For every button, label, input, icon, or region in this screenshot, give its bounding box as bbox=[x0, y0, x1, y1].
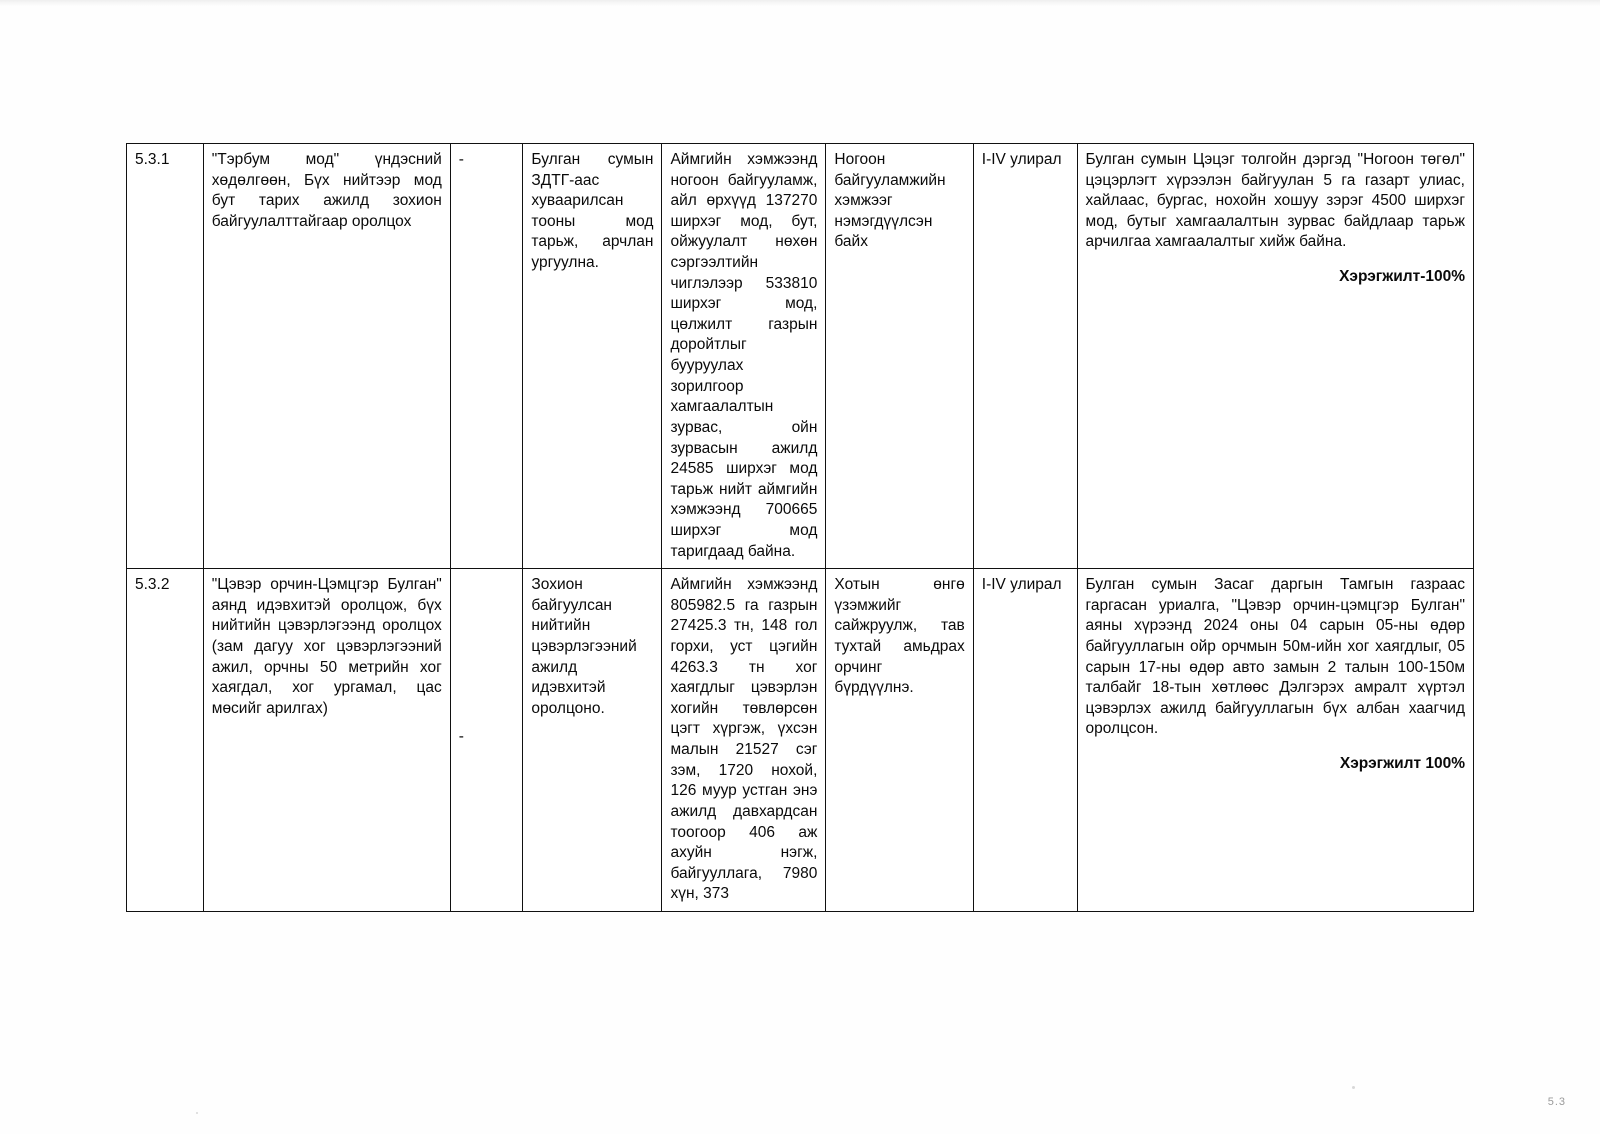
scan-speck bbox=[196, 1112, 198, 1114]
table-row bbox=[127, 144, 1474, 569]
row-measure: Аймгийн хэмжээнд ногоон байгууламж, айл өрхүүд 137270 ширхэг мод, бут, ойжуулалт нөхөн сэргээлтийн чиглэлээр 533810 ширхэг мод, цөлжилт газрын доройтлыг бууруулах зорилгоор хамгаалалтын зурвас, ойн зурвасын ажилд 24585 ширхэг мод тарьж нийт аймгийн хэмжээнд 700665 ширхэг мод таригдаад байна. bbox=[662, 144, 826, 569]
plan-report-table-container bbox=[126, 143, 1474, 912]
row-task: "Цэвэр орчин-Цэмцгэр Булган" аянд идэвхитэй оролцож, бүх нийтийн цэвэрлэгээнд оролцох (зам дагуу хог цэвэрлэгээний ажил, орчны 50 метрийн хог хаягдал, хог ургамал, цас мөсийг арилгах) bbox=[203, 569, 450, 912]
row-result: Хотын өнгө үзэмжийг сайжруулж, тав тухтай амьдрах орчинг бүрдүүлнэ. bbox=[826, 569, 973, 912]
row-dash: - bbox=[450, 569, 523, 912]
row-note-text: Булган сумын Цэцэг толгойн дэргэд "Ногоон төгөл" цэцэрлэгт хүрээлэн байгуулан 5 га газарт улиас, хайлаас, бургас, нохойн хошуу зэрэг 4500 ширхэг мод, бутыг хамгаалалтын зурвас байдлаар тарьж арчилгаа хамгаалалтыг хийж байна. bbox=[1085, 151, 1465, 251]
scan-edge-shadow bbox=[0, 0, 1600, 6]
row-result: Ногоон байгууламжийн хэмжээг нэмэгдүүлсэн байх bbox=[826, 144, 973, 569]
row-index: 5.3.2 bbox=[127, 569, 204, 912]
plan-report-table bbox=[126, 143, 1474, 912]
row-task: "Тэрбум мод" үндэсний хөдөлгөөн, Бүх нийтээр мод бут тарих ажилд зохион байгуулалттайгаар оролцох bbox=[203, 144, 450, 569]
scan-speck bbox=[1352, 1086, 1355, 1089]
row-note-progress: Хэрэгжилт-100% bbox=[1339, 268, 1465, 286]
table-row bbox=[127, 569, 1474, 912]
row-note-progress: Хэрэгжилт 100% bbox=[1339, 755, 1465, 773]
row-index: 5.3.1 bbox=[127, 144, 204, 569]
row-note bbox=[1077, 144, 1473, 569]
page-marker: 5.3 bbox=[1547, 1096, 1566, 1108]
row-term: I-IV улирал bbox=[973, 144, 1077, 569]
row-plan: Зохион байгуулсан нийтийн цэвэрлэгээний ажилд идэвхитэй оролцоно. bbox=[523, 569, 662, 912]
row-term: I-IV улирал bbox=[973, 569, 1077, 912]
row-measure: Аймгийн хэмжээнд 805982.5 га газрын 27425.3 тн, 148 гол горхи, уст цэгийн 4263.3 тн хог хаягдлыг цэвэрлэн хогийн төвлөрсөн цэгт хүргэж, үхсэн малын 21527 сэг зэм, 1720 нохой, 126 муур устган энэ ажилд давхардсан тоогоор 406 аж ахуйн нэгж, байгууллага, 7980 хүн, 373 bbox=[662, 569, 826, 912]
row-dash: - bbox=[450, 144, 523, 569]
row-note-text: Булган сумын Засаг даргын Тамгын газраас гаргасан уриалга, "Цэвэр орчин-цэмцгэр Булган" аяны хүрээнд 2024 оны 04 сарын 05-ны өдөр байгууллагын ойр орчмын 50м-ийн хог хаягдлыг, 05 сарын 17-ны өдөр авто замын 2 талын 100-150м талбайг 18-тын хөтлөөс Дэлгэрэх амралт хүртэл цэвэрлэх ажилд байгууллагын бүх албан хаагчид оролцсон. bbox=[1085, 576, 1465, 738]
row-plan: Булган сумын ЗДТГ-аас хуваарилсан тооны мод тарьж, арчлан ургуулна. bbox=[523, 144, 662, 569]
row-note bbox=[1077, 569, 1473, 912]
